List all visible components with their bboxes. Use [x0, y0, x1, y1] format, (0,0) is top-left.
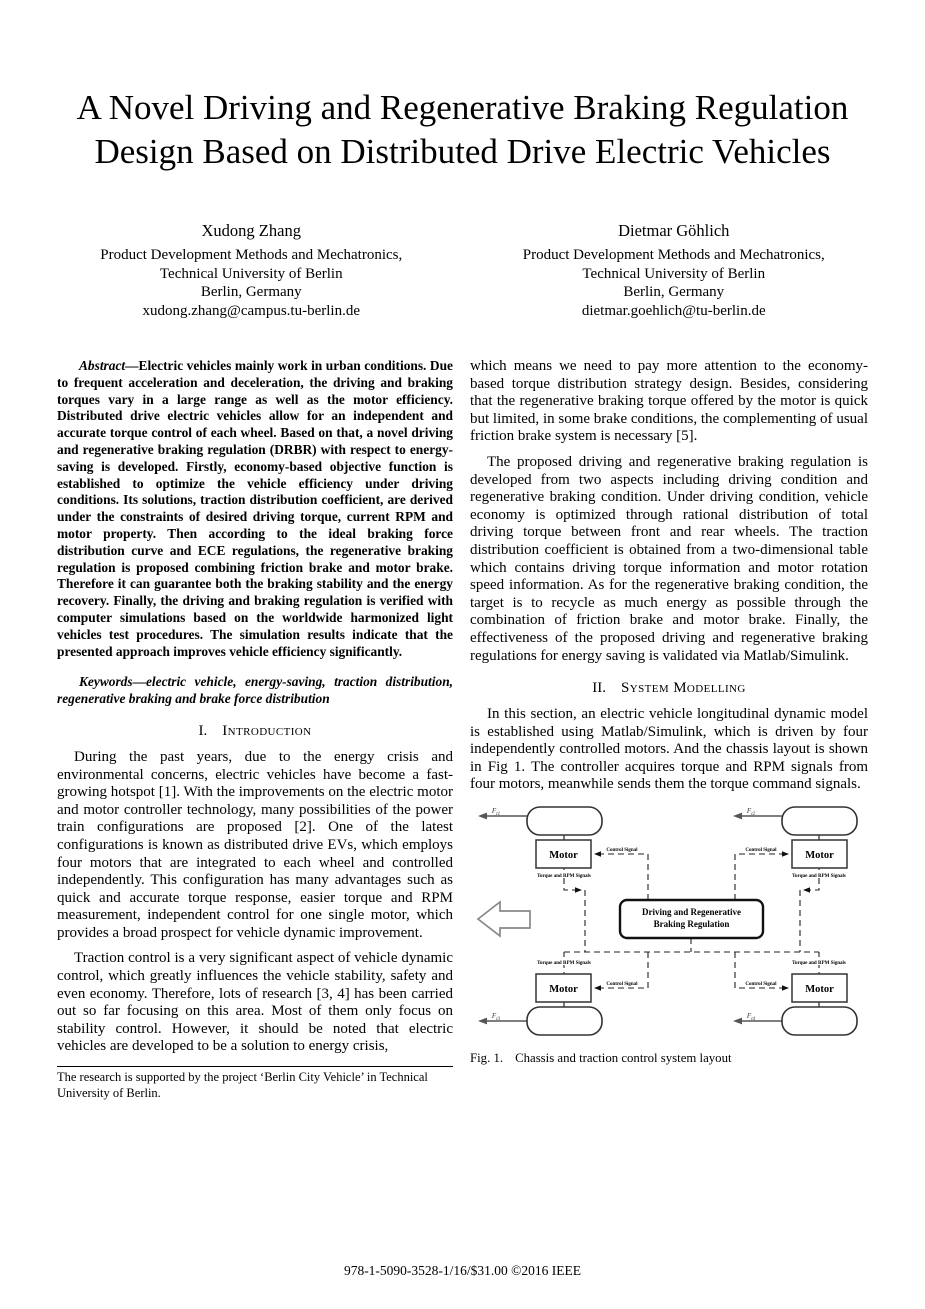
torque-rpm-label-rear-left: Torque and RPM Signals	[537, 961, 591, 967]
author-block-1	[40, 220, 463, 320]
footnote	[57, 1066, 453, 1101]
force-label-ft3: $F_{t3}$	[491, 1012, 501, 1023]
proposed-regulation-paragraph: The proposed driving and regenerative braking regulation is developed from two aspects including driving condition and regenerative braking condition. Under driving condition, vehicle economy is optimized through rational distribution of total driving torque between front and rear wheels. The traction distribution coefficient is obtained from a two-dimensional table which contains driving torque information and motor rotation speed information. As for the regenerative braking condition, the target is to recycle as much energy as possible through the combination of friction brake and motor brake. Finally, the effectiveness of the proposed driving and regenerative braking regulations for energy saving is validated via Matlab/Simulink.	[470, 453, 868, 664]
intro-paragraph-1: During the past years, due to the energy crisis and environmental concerns, electric vehicles have become a fast-growing hotspot [1]. With the improvements on the electric motor and motor controller technology, many possibilities of the power train configurations are proposed [2]. One of the latest configurations is known as distributed drive EVs, which employs four motors that are integrated to each wheel and controlled independently. This configuration has many advantages such as quick and accurate torque response, easier torque and RPM measurement, independent control for one single motor, which provides a broad prospect for vehicle dynamic improvement.	[57, 748, 453, 941]
figure-caption	[470, 1051, 868, 1066]
author-name: Dietmar Göhlich	[618, 221, 730, 240]
wheel-front-left	[527, 807, 602, 835]
author-department: Product Development Methods and Mechatronics,	[522, 247, 825, 263]
keywords-label: Keywords—	[79, 674, 146, 690]
section-number: II.	[592, 680, 607, 697]
intro-paragraph-2: Traction control is a very significant aspect of vehicle dynamic control, which greatly influences the vehicle stability, safety and even economy. Therefore, lots of research [3, 4] has been carried out so far focusing on this area. Most of them only focus on stability control. However, it should be noted that electric vehicles are developed to be a solution to energy crisis,	[57, 950, 453, 1055]
torque-rpm-label-front-left: Torque and RPM Signals	[537, 874, 591, 880]
abstract-label: Abstract—	[79, 358, 139, 373]
copyright-footer: 978-1-5090-3528-1/16/$31.00 ©2016 IEEE	[343, 1263, 582, 1278]
author-name: Xudong Zhang	[201, 221, 301, 240]
section-heading-system-modelling	[470, 680, 868, 697]
torque-rpm-label-rear-right: Torque and RPM Signals	[792, 961, 846, 967]
keywords	[57, 674, 453, 708]
wheel-front-right	[782, 807, 857, 835]
authors-row	[40, 220, 885, 320]
motor-label-rear-left: Motor	[549, 984, 578, 996]
author-location: Berlin, Germany	[200, 284, 302, 300]
two-column-body	[57, 358, 868, 1101]
abstract	[57, 358, 453, 660]
section-number: I.	[198, 722, 208, 739]
torque-rpm-label-front-right: Torque and RPM Signals	[792, 874, 846, 880]
figure-caption-label: Fig. 1.	[470, 1051, 504, 1066]
section-title: System Modelling	[621, 680, 746, 697]
author-university: Technical University of Berlin	[159, 265, 343, 282]
regulation-box-line2: Braking Regulation	[653, 919, 730, 930]
left-column	[57, 358, 453, 1101]
motor-label-front-left: Motor	[549, 850, 578, 862]
control-signal-label-front-right: Control Signal	[745, 848, 777, 854]
author-email: xudong.zhang@campus.tu-berlin.de	[142, 302, 360, 319]
author-university: Technical University of Berlin	[582, 265, 766, 282]
author-block-2	[463, 220, 886, 320]
system-modelling-paragraph: In this section, an electric vehicle longitudinal dynamic model is established using Matlab/Simulink, which is driven by four independently controlled motors. And the chassis layout is shown in Fig 1. The controller acquires torque and RPM signals from four motors, meanwhile sends them the torque command signals.	[470, 706, 868, 793]
author-email: dietmar.goehlich@tu-berlin.de	[581, 302, 766, 319]
author-location: Berlin, Germany	[623, 284, 725, 300]
keywords-text: electric vehicle, energy-saving, traction distribution, regenerative braking and brake force distribution	[57, 674, 453, 707]
force-label-ft2: $F_{t2}$	[746, 807, 756, 818]
motor-label-front-right: Motor	[805, 850, 834, 862]
section-title: Introduction	[222, 722, 312, 739]
chassis-layout-diagram	[470, 802, 868, 1042]
force-label-ft1: $F_{t1}$	[491, 807, 501, 818]
wheel-rear-right	[782, 1007, 857, 1035]
control-signal-label-rear-right: Control Signal	[745, 982, 777, 988]
regulation-box-line1: Driving and Regenerative	[642, 907, 741, 918]
figure-caption-text: Chassis and traction control system layout	[515, 1051, 732, 1066]
control-signal-label-rear-left: Control Signal	[606, 982, 638, 988]
right-column	[470, 358, 868, 1101]
force-label-ft4: $F_{t4}$	[746, 1012, 756, 1023]
control-signal-label-front-left: Control Signal	[606, 848, 638, 854]
abstract-text: Electric vehicles mainly work in urban conditions. Due to frequent acceleration and deceleration, the driving and braking torques vary in a large range as well as the motor efficiency. Distributed drive electric vehicles allow for an independent and accurate torque control of each wheel. Based on that, a novel driving and regenerative braking regulation (DRBR) with respect to energy-saving is developed. Firstly, economy-based objective function is established to optimize the vehicle efficiency under driving conditions. Its solutions, traction distribution coefficient, are derived under the constraints of desired driving torque, current RPM and motor property. Then according to the ideal braking force distribution curve and ECE regulations, the regenerative braking regulation is proposed combining friction brake and motor brake. Therefore it can guarantee both the braking stability and the energy recovery. Finally, the driving and braking regulation is verified with computer simulations based on the worldwide harmonized light vehicles test procedures. The simulation results indicate that the presented approach improves vehicle efficiency significantly.	[57, 358, 453, 659]
figure-1	[470, 802, 868, 1066]
chassis-direction-arrow	[478, 902, 530, 936]
footnote-text: The research is supported by the project ‘Berlin City Vehicle’ in Technical University of Berlin.	[57, 1070, 428, 1100]
wheel-rear-left	[527, 1007, 602, 1035]
continuation-paragraph: which means we need to pay more attention to the economy-based torque distribution strategy design. Besides, considering that the regenerative braking torque offered by the motor is quick but limited, in some brake conditions, the complementing of usual friction brake system is necessary [5].	[470, 358, 868, 445]
motor-label-rear-right: Motor	[805, 984, 834, 996]
author-department: Product Development Methods and Mechatronics,	[100, 247, 403, 263]
paper-title: A Novel Driving and Regenerative Braking Regulation Design Based on Distributed Drive Electric Vehicles	[76, 88, 849, 171]
section-heading-introduction	[57, 723, 453, 740]
